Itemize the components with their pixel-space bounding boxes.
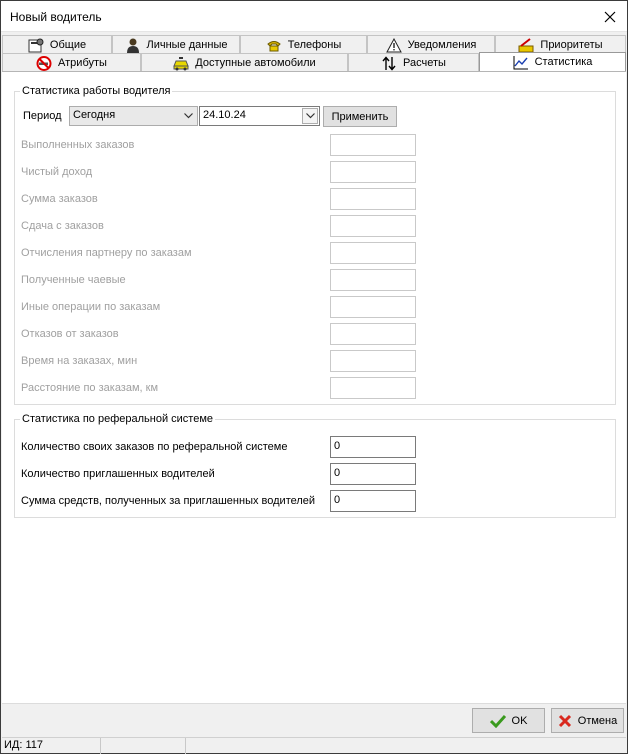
tab-label: Расчеты	[403, 57, 446, 69]
status-cell	[101, 738, 186, 754]
stat-label: Иные операции по заказам	[21, 301, 161, 313]
chart-icon	[513, 55, 529, 70]
taxi-car-icon	[173, 56, 189, 71]
tab-label: Атрибуты	[58, 57, 107, 69]
date-value: 24.10.24	[203, 109, 246, 121]
group-title: Статистика работы водителя	[22, 85, 171, 97]
priority-icon	[518, 38, 534, 53]
tab-label: Уведомления	[407, 39, 477, 51]
stat-value-field	[330, 323, 416, 345]
person-icon	[125, 38, 141, 53]
up-down-arrows-icon	[381, 56, 397, 71]
settings-form-icon	[28, 38, 44, 53]
referral-orders-field[interactable]: 0	[330, 436, 416, 458]
stat-value-field	[330, 215, 416, 237]
tab-settlements[interactable]	[348, 53, 479, 72]
stat-label: Чистый доход	[21, 166, 93, 178]
calendar-dropdown-button[interactable]	[302, 108, 318, 124]
phone-icon	[266, 38, 282, 53]
stat-label: Отказов от заказов	[21, 328, 119, 340]
status-bar	[2, 737, 626, 753]
ok-label: OK	[511, 714, 528, 727]
referral-label: Сумма средств, полученных за приглашенных водителей	[21, 495, 316, 507]
warning-icon	[386, 38, 402, 53]
tab-general[interactable]	[2, 35, 112, 54]
tab-strip	[1, 32, 627, 72]
stat-value-field	[330, 296, 416, 318]
stat-value-field	[330, 377, 416, 399]
stat-label: Время на заказах, мин	[21, 355, 138, 367]
group-title: Статистика по реферальной системе	[22, 413, 213, 425]
referral-label: Количество своих заказов по реферальной системе	[21, 441, 288, 453]
period-select[interactable]	[69, 106, 198, 126]
tab-label: Личные данные	[146, 39, 228, 51]
dialog-button-bar	[2, 703, 626, 737]
tab-phones[interactable]	[240, 35, 367, 54]
cancel-label: Отмена	[577, 714, 618, 727]
window-title: Новый водитель	[10, 10, 102, 24]
tab-statistics[interactable]	[479, 52, 626, 71]
apply-label: Применить	[331, 110, 389, 123]
close-button[interactable]	[593, 1, 627, 32]
tab-label: Телефоны	[287, 39, 342, 51]
cancel-button[interactable]	[551, 708, 624, 733]
invited-drivers-field[interactable]: 0	[330, 463, 416, 485]
close-icon	[604, 11, 616, 23]
stat-label: Расстояние по заказам, км	[21, 382, 159, 394]
checkmark-icon	[490, 714, 506, 728]
period-label: Период	[23, 110, 62, 122]
tab-personal-data[interactable]	[112, 35, 240, 54]
statistics-panel	[2, 71, 626, 703]
chevron-down-icon	[181, 109, 195, 123]
tab-label: Общие	[49, 39, 87, 51]
tab-label: Статистика	[534, 56, 593, 68]
cross-icon	[558, 714, 572, 728]
no-smoking-icon	[36, 56, 52, 71]
record-id: ИД: 117	[2, 738, 101, 754]
stat-label: Сумма заказов	[21, 193, 98, 205]
stat-value-field	[330, 134, 416, 156]
referral-funds-field[interactable]: 0	[330, 490, 416, 512]
stat-label: Выполненных заказов	[21, 139, 135, 151]
tab-label: Приоритеты	[540, 39, 603, 51]
apply-button[interactable]	[323, 106, 397, 127]
stat-value-field	[330, 188, 416, 210]
chevron-down-icon	[306, 113, 315, 119]
stat-label: Сдача с заказов	[21, 220, 104, 232]
date-picker[interactable]	[199, 106, 320, 126]
tab-notifications[interactable]	[367, 35, 495, 54]
stat-value-field	[330, 350, 416, 372]
stat-label: Полученные чаевые	[21, 274, 126, 286]
stat-value-field	[330, 161, 416, 183]
tab-attributes[interactable]	[2, 53, 141, 72]
referral-label: Количество приглашенных водителей	[21, 468, 215, 480]
stat-value-field	[330, 269, 416, 291]
stat-label: Отчисления партнеру по заказам	[21, 247, 192, 259]
tab-label: Доступные автомобили	[195, 57, 316, 69]
title-bar	[1, 1, 627, 32]
stat-value-field	[330, 242, 416, 264]
period-value: Сегодня	[73, 109, 116, 121]
tab-available-cars[interactable]	[141, 53, 348, 72]
ok-button[interactable]	[472, 708, 545, 733]
